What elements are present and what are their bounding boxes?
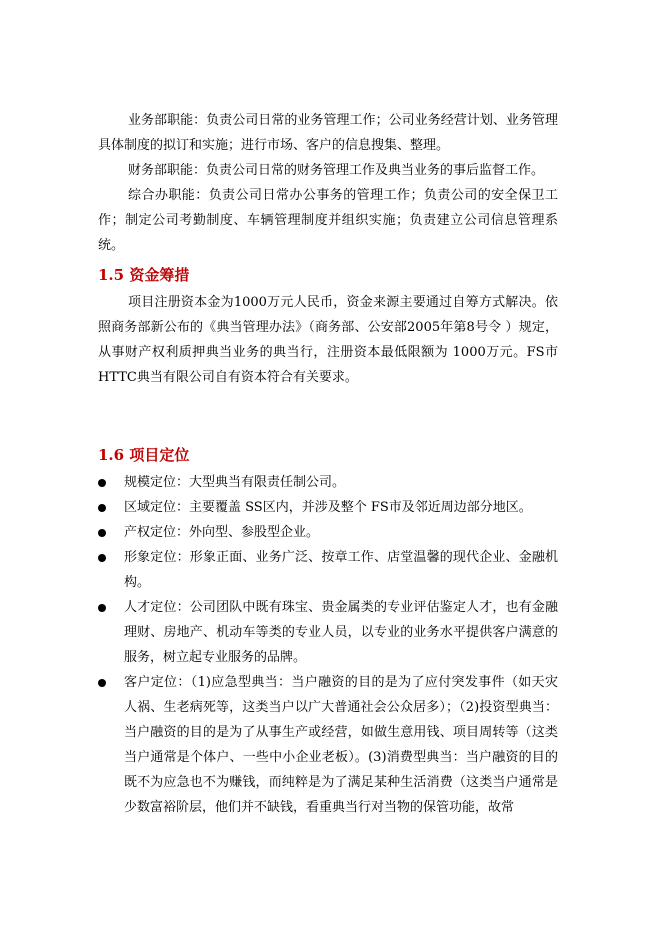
positioning-list	[98, 470, 558, 820]
list-item	[98, 495, 558, 520]
admin-dept-paragraph: 综合办职能：负责公司日常办公事务的管理工作；负责公司的安全保卫工作；制定公司考勤制度、车辆管理制度并组织实施；负责建立公司信息管理系统。	[98, 188, 558, 253]
finance-dept-paragraph: 财务部职能：负责公司日常的财务管理工作及典当业务的事后监督工作。	[128, 163, 545, 178]
list-item-text: 人才定位：公司团队中既有珠宝、贵金属类的专业评估鉴定人才，也有金融理财、房地产、机动车等类的专业人员，以专业的业务水平提供客户满意的服务，树立起专业服务的品牌。	[124, 600, 558, 665]
list-item-text: 客户定位：（1)应急型典当：当户融资的目的是为了应付突发事件（如天灾人祸、生老病死等，这类当户以广大普通社会公众居多）；（2)投资型典当：当户融资的目的是为了从事生产或经营，如做生意用钱、项目周转等（这类当户通常是个体户、一些中小企业老板）。(3)消费型典当：当户融资的目的既不为应急也不为赚钱，而纯粹是为了满足某种生活消费（这类当户通常是少数富裕阶层，他们并不缺钱，看重典当行对当物的保管功能，故常	[124, 675, 558, 815]
list-item	[98, 470, 558, 495]
section-heading-positioning: 1.6 项目定位	[98, 446, 190, 464]
section-spacer	[98, 390, 558, 444]
list-item-text: 区域定位：主要覆盖 SS区内，并涉及整个 FS市及邻近周边部分地区。	[124, 500, 532, 515]
list-item	[98, 595, 558, 670]
bullet-icon	[98, 604, 106, 612]
list-item-text: 产权定位：外向型、参股型企业。	[124, 525, 320, 540]
list-item	[98, 520, 558, 545]
list-item-text: 形象定位：形象正面、业务广泛、按章工作、店堂温馨的现代企业、金融机构。	[124, 550, 558, 590]
funding-paragraph: 项目注册资本金为1000万元人民币，资金来源主要通过自筹方式解决。依照商务部新公布的《典当管理办法》（商务部、公安部2005年第8号令 ）规定，从事财产权利质押典当业务的典当行，注册资本最低限额为 1000万元。FS市HTTC典当有限公司自有资本符合有关要求。	[98, 295, 558, 385]
document-page	[98, 108, 558, 820]
bullet-icon	[98, 479, 106, 487]
business-dept-paragraph: 业务部职能：负责公司日常的业务管理工作；公司业务经营计划、业务管理具体制度的拟订和实施；进行市场、客户的信息搜集、整理。	[98, 113, 558, 153]
list-item	[98, 545, 558, 595]
list-item	[98, 670, 558, 820]
bullet-icon	[98, 529, 106, 537]
list-item-text: 规模定位：大型典当有限责任制公司。	[124, 475, 346, 490]
bullet-icon	[98, 554, 106, 562]
section-heading-funding: 1.5 资金筹措	[98, 266, 190, 284]
bullet-icon	[98, 504, 106, 512]
bullet-icon	[98, 679, 106, 687]
